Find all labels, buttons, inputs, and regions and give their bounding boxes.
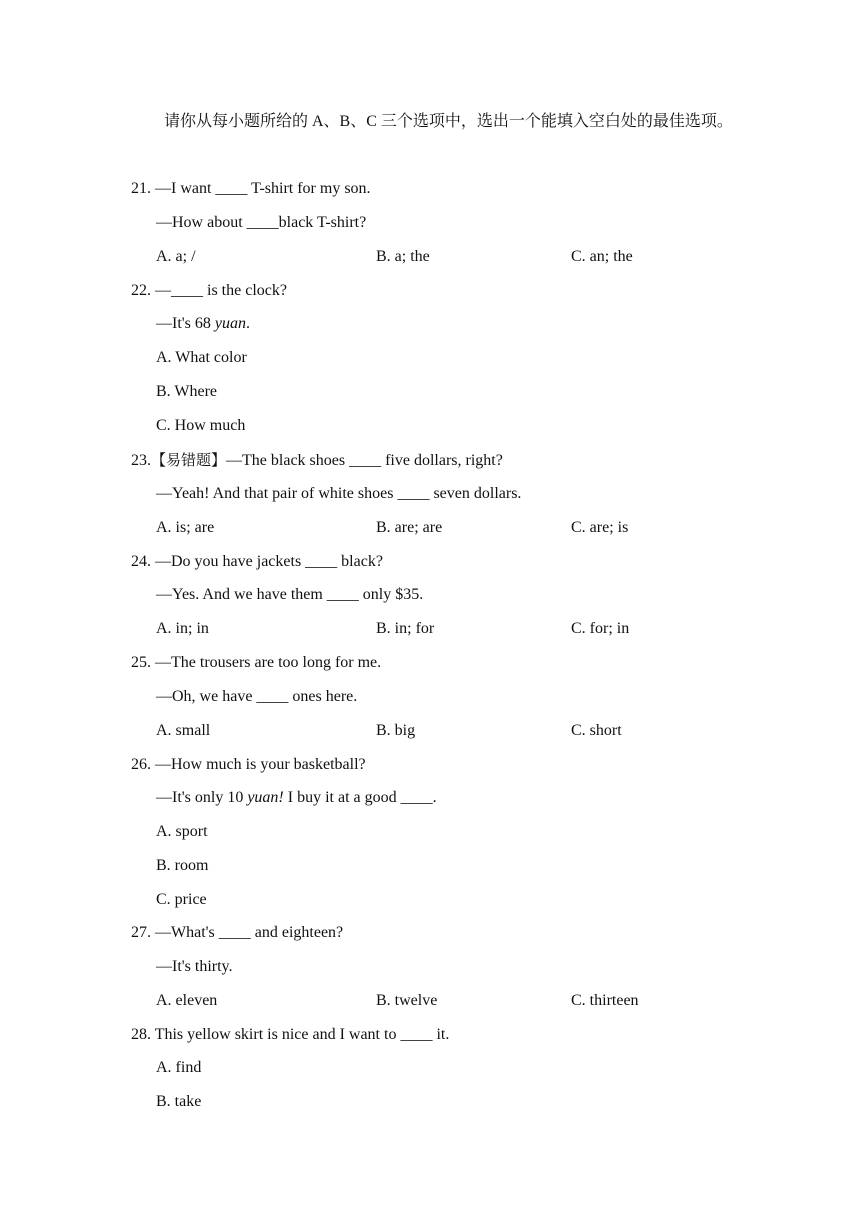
error-prone-tag: 【易错题】 — [151, 451, 227, 469]
question-25-option-b[interactable]: B. big — [376, 722, 416, 739]
question-27-reply: —It's thirty. — [156, 958, 233, 975]
question-25-option-a[interactable]: A. small — [156, 722, 211, 739]
question-22-option-a[interactable]: A. What color — [156, 349, 247, 366]
question-27-option-a[interactable]: A. eleven — [156, 992, 218, 1009]
question-26-option-b[interactable]: B. room — [156, 857, 209, 874]
question-26-stem: 26. —How much is your basketball? — [131, 756, 366, 773]
question-22-reply: —It's 68 yuan. — [156, 315, 250, 332]
question-22-stem: 22. —____ is the clock? — [131, 282, 287, 299]
question-22-option-c[interactable]: C. How much — [156, 417, 246, 434]
question-24-stem: 24. —Do you have jackets ____ black? — [131, 553, 383, 570]
question-28-stem: 28. This yellow skirt is nice and I want to ____ it. — [131, 1026, 450, 1043]
question-25-reply: —Oh, we have ____ ones here. — [156, 688, 358, 705]
question-26-reply: —It's only 10 yuan! I buy it at a good ____. — [156, 789, 437, 806]
question-27-stem: 27. —What's ____ and eighteen? — [131, 924, 344, 941]
question-23-option-c[interactable]: C. are; is — [571, 519, 629, 536]
question-24-option-c[interactable]: C. for; in — [571, 620, 630, 637]
question-27-option-c[interactable]: C. thirteen — [571, 992, 639, 1009]
question-22-option-b[interactable]: B. Where — [156, 383, 218, 400]
question-25-option-c[interactable]: C. short — [571, 722, 622, 739]
instruction-paragraph — [131, 105, 741, 139]
question-21-option-c[interactable]: C. an; the — [571, 248, 633, 265]
question-26-option-c[interactable]: C. price — [156, 891, 207, 908]
question-23-option-b[interactable]: B. are; are — [376, 519, 443, 536]
instruction-text: 请你从每小题所给的 A、B、C 三个选项中，选出一个能填入空白处的最佳选项。 — [164, 113, 733, 130]
question-23-reply: —Yeah! And that pair of white shoes ____ seven dollars. — [156, 485, 522, 502]
question-24-option-a[interactable]: A. in; in — [156, 620, 209, 637]
question-27-option-b[interactable]: B. twelve — [376, 992, 438, 1009]
question-24-reply: —Yes. And we have them ____ only $35. — [156, 586, 424, 603]
question-21-option-a[interactable]: A. a; / — [156, 248, 196, 265]
question-23-stem: 23.【易错题】—The black shoes ____ five dollars, right? — [131, 451, 503, 469]
question-21-option-b[interactable]: B. a; the — [376, 248, 430, 265]
question-25-stem: 25. —The trousers are too long for me. — [131, 654, 382, 671]
question-23-option-a[interactable]: A. is; are — [156, 519, 215, 536]
question-28-option-a[interactable]: A. find — [156, 1059, 202, 1076]
question-26-option-a[interactable]: A. sport — [156, 823, 208, 840]
question-28-option-b[interactable]: B. take — [156, 1093, 202, 1110]
question-24-option-b[interactable]: B. in; for — [376, 620, 435, 637]
question-21-stem: 21. —I want ____ T-shirt for my son. — [131, 180, 371, 197]
question-21-reply: —How about ____black T-shirt? — [156, 214, 367, 231]
